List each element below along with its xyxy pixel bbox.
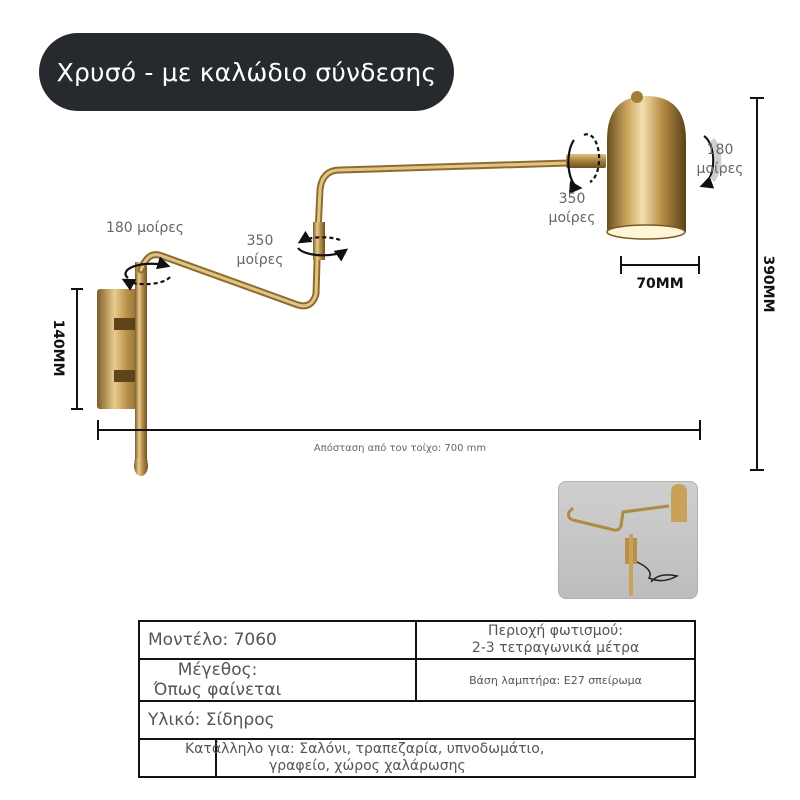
rotation-label-180-shade-num: 180 bbox=[706, 142, 734, 158]
rotation-label-350-right-num: 350 bbox=[558, 191, 586, 207]
lamp-stem bbox=[134, 262, 148, 476]
dim-shade-width bbox=[621, 256, 699, 274]
dim-backplate-height bbox=[71, 289, 83, 409]
color-variant-title: Χρυσό - με καλώδιο σύνδεσης bbox=[39, 33, 454, 111]
rotation-label-350-middle-unit: μοίρες bbox=[236, 252, 284, 268]
spec-size: Μέγεθος: Όπως φαίνεται bbox=[139, 659, 416, 701]
spec-row-size bbox=[139, 659, 695, 701]
rotation-label-180-shade-unit: μοίρες bbox=[696, 161, 744, 177]
spec-lamp-base: Βάση λαμπτήρα: E27 σπείρωμα bbox=[416, 659, 695, 701]
lamp-shade bbox=[607, 91, 686, 239]
dim-label-backplate-height: 140MM bbox=[50, 319, 66, 377]
dim-wall-distance bbox=[98, 420, 700, 440]
spec-model: Μοντέλο: 7060 bbox=[139, 621, 416, 659]
rotation-label-180-left: 180 μοίρες bbox=[105, 220, 185, 236]
spec-row-suitable bbox=[139, 739, 695, 777]
spec-suitable-for: Κατάλληλο για: Σαλόνι, τραπεζαρία, υπνοδωμάτιο, γραφείο, χώρος χαλάρωσης bbox=[216, 739, 695, 777]
swing-arms bbox=[141, 154, 606, 306]
dim-label-wall-distance: Απόσταση από τον τοίχο: 700 mm bbox=[313, 443, 487, 454]
dim-label-total-height: 390MM bbox=[760, 255, 776, 313]
spec-row-model bbox=[139, 621, 695, 659]
spec-table bbox=[138, 620, 696, 778]
rotation-label-350-right-unit: μοίρες bbox=[548, 210, 596, 226]
spec-lighting-area: Περιοχή φωτισμού: 2-3 τετραγωνικά μέτρα bbox=[416, 621, 695, 659]
spec-row-material bbox=[139, 701, 695, 739]
spec-material: Υλικό: Σίδηρος bbox=[139, 701, 695, 739]
product-photo-thumbnail bbox=[558, 481, 698, 599]
rotation-label-350-middle-num: 350 bbox=[246, 233, 274, 249]
dim-label-shade-width: 70MM bbox=[636, 276, 684, 292]
